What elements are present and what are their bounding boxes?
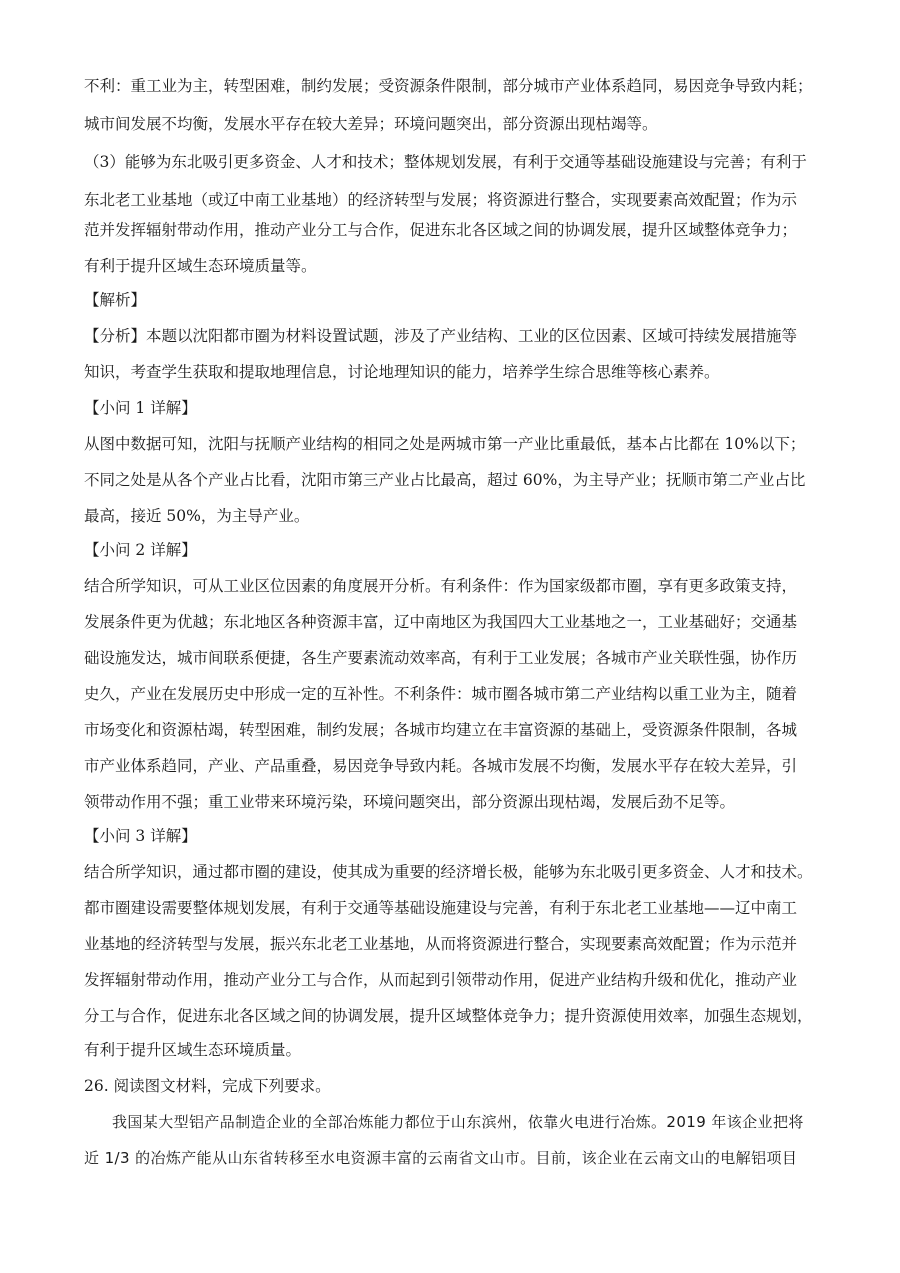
answer-line: （3）能够为东北吸引更多资金、人才和技术；整体规划发展，有利于交通等基础设施建设与完善；有利于 — [84, 153, 807, 171]
question-26-material-line: 近 1/3 的冶炼产能从山东省转移至水电资源丰富的云南省文山市。目前，该企业在云南文山的电解铝项目 — [84, 1149, 798, 1167]
subquestion-2-line: 发展条件更为优越；东北地区各种资源丰富，辽中南地区为我国四大工业基地之一，工业基础好；交通基 — [84, 613, 798, 631]
answer-line: 城市间发展不均衡，发展水平存在较大差异；环境问题突出，部分资源出现枯竭等。 — [84, 115, 658, 133]
subquestion-2-line: 领带动作用不强；重工业带来环境污染，环境问题突出，部分资源出现枯竭，发展后劲不足等。 — [84, 793, 736, 811]
subquestion-3-line: 结合所学知识，通过都市圈的建设，使其成为重要的经济增长极，能够为东北吸引更多资金、人才和技术。 — [84, 863, 813, 881]
subquestion-1-line: 最高，接近 50%，为主导产业。 — [84, 507, 310, 525]
subquestion-1-line: 不同之处是从各个产业占比看，沈阳市第三产业占比最高，超过 60%，为主导产业；抚顺市第二产业占比 — [84, 471, 806, 489]
subquestion-2-line: 结合所学知识，可从工业区位因素的角度展开分析。有利条件：作为国家级都市圈，享有更多政策支持， — [84, 577, 798, 595]
subquestion-2-line: 市产业体系趋同，产业、产品重叠，易因竞争导致内耗。各城市发展不均衡，发展水平存在较大差异，引 — [84, 757, 798, 775]
subquestion-3-line: 分工与合作，促进东北各区域之间的协调发展，提升区域整体竞争力；提升资源使用效率，加强生态规划， — [84, 1007, 813, 1025]
subquestion-3-line: 都市圈建设需要整体规划发展，有利于交通等基础设施建设与完善，有利于东北老工业基地——辽中南工 — [84, 899, 798, 917]
subquestion-2-line: 史久，产业在发展历史中形成一定的互补性。不利条件：城市圈各城市第二产业结构以重工业为主，随着 — [84, 685, 798, 703]
subquestion-3-line: 有利于提升区域生态环境质量。 — [84, 1041, 302, 1059]
answer-line: 有利于提升区域生态环境质量等。 — [84, 257, 317, 275]
subquestion-3-heading: 【小问 3 详解】 — [84, 827, 197, 845]
subquestion-2-heading: 【小问 2 详解】 — [84, 541, 197, 559]
subquestion-3-line: 发挥辐射带动作用，推动产业分工与合作，从而起到引领带动作用，促进产业结构升级和优化，推动产业 — [84, 971, 798, 989]
subquestion-2-line: 础设施发达，城市间联系便捷，各生产要素流动效率高，有利于工业发展；各城市产业关联性强，协作历 — [84, 649, 798, 667]
section-heading-analysis: 【解析】 — [84, 291, 147, 309]
subquestion-1-heading: 【小问 1 详解】 — [84, 399, 197, 417]
question-26-material-line: 我国某大型铝产品制造企业的全部冶炼能力都位于山东滨州，依靠火电进行冶炼。2019 年该企业把将 — [112, 1113, 804, 1131]
subquestion-1-line: 从图中数据可知，沈阳与抚顺产业结构的相同之处是两城市第一产业比重最低，基本占比都在 10%以下； — [84, 435, 806, 453]
subquestion-2-line: 市场变化和资源枯竭，转型困难，制约发展；各城市均建立在丰富资源的基础上，受资源条件限制，各城 — [84, 721, 798, 739]
answer-line: 不利：重工业为主，转型困难，制约发展；受资源条件限制，部分城市产业体系趋同，易因竞争导致内耗； — [84, 77, 813, 95]
question-26-prompt: 26. 阅读图文材料，完成下列要求。 — [84, 1077, 331, 1095]
subquestion-3-line: 业基地的经济转型与发展，振兴东北老工业基地，从而将资源进行整合，实现要素高效配置；作为示范并 — [84, 935, 798, 953]
answer-line: 东北老工业基地（或辽中南工业基地）的经济转型与发展；将资源进行整合，实现要素高效配置；作为示 — [84, 191, 798, 209]
answer-line: 范并发挥辐射带动作用，推动产业分工与合作，促进东北各区域之间的协调发展，提升区域整体竞争力； — [84, 221, 798, 239]
analysis-line: 【分析】本题以沈阳都市圈为材料设置试题，涉及了产业结构、工业的区位因素、区域可持续发展措施等 — [84, 327, 798, 345]
analysis-line: 知识，考查学生获取和提取地理信息，讨论地理知识的能力，培养学生综合思维等核心素养。 — [84, 363, 720, 381]
